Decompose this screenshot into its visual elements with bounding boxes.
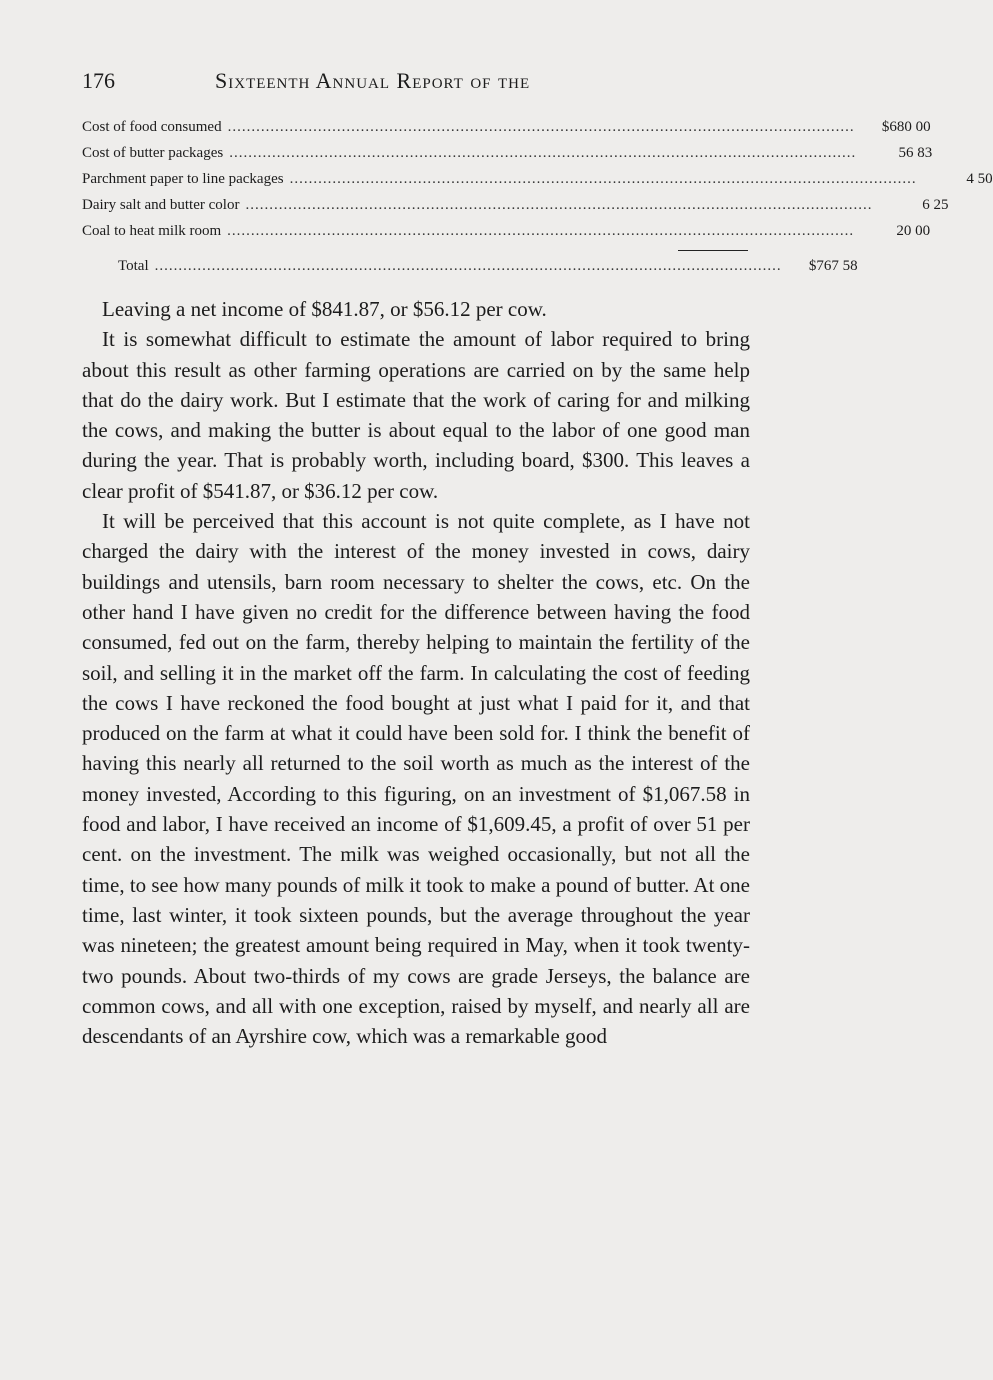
expense-amount: $680 00 (881, 119, 931, 135)
expense-label: Cost of butter packages (82, 145, 224, 161)
total-amount: $767 58 (808, 258, 858, 274)
dot-leader: .................................................................................................................................... (289, 171, 917, 187)
body-text (82, 294, 750, 1051)
page-number: 176 (82, 68, 115, 93)
total-label: Total (118, 258, 149, 274)
dot-leader: .................................................................................................................................... (229, 145, 857, 161)
paragraph: Leaving a net income of $841.87, or $56.12 per cow. (102, 297, 547, 321)
expense-label: Parchment paper to line packages (82, 171, 284, 187)
expense-amount: 56 83 (898, 145, 933, 161)
expense-label: Dairy salt and butter color (82, 197, 240, 213)
page-header (82, 68, 752, 102)
expense-row (82, 119, 931, 145)
dot-leader: .................................................................................................................................... (154, 258, 782, 274)
expense-label: Cost of food consumed (82, 119, 222, 135)
paragraph: It will be perceived that this account is not quite complete, as I have not charged the dairy with the interest of the money invested in cows, dairy buildings and utensils, barn room necessary to shelter the cows, etc. On the other hand I have given no credit for the difference between having the food consumed, fed out on the farm, thereby helping to maintain the fertility of the soil, and selling it in the market off the farm. In calculating the cost of feeding the cows I have reckoned the food bought at just what I paid for it, and that produced on the farm at what it could have been sold for. I think the benefit of having this nearly all returned to the soil worth as much as the interest of the money invested, According to this figuring, on an investment of $1,067.58 in food and labor, I have received an income of $1,609.45, a profit of over 51 per cent. on the investment. The milk was weighed occasionally, but not all the time, to see how many pounds of milk it took to make a pound of butter. At one time, last winter, it took sixteen pounds, but the average throughout the year was nineteen; the greatest amount being required in May, when it took twenty-two pounds. About two-thirds of my cows are grade Jerseys, the balance are common cows, and all with one exception, raised by myself, and nearly all are descendants of an Ayrshire cow, which was a remarkable good (82, 509, 750, 1049)
dot-leader: .................................................................................................................................... (227, 223, 855, 239)
total-row (118, 258, 858, 284)
dot-leader: .................................................................................................................................... (245, 197, 873, 213)
dot-leader: .................................................................................................................................... (227, 119, 855, 135)
expense-row (82, 197, 949, 223)
expense-label: Coal to heat milk room (82, 223, 222, 239)
expense-row (82, 223, 931, 249)
expense-amount: 6 25 (922, 197, 949, 213)
expense-amount: 20 00 (896, 223, 931, 239)
expense-table (82, 119, 993, 249)
expense-row (82, 171, 993, 197)
expense-row (82, 145, 933, 171)
running-title: Sixteenth Annual Report of the (215, 68, 531, 93)
expense-amount: 4 50 (966, 171, 993, 187)
paragraph: It is somewhat difficult to estimate the amount of labor required to bring about this result as other farming operations are carried on by the same help that do the dairy work. But I estimate that the work of caring for and milking the cows, and making the butter is about equal to the labor of one good man during the year. That is probably worth, including board, $300. This leaves a clear profit of $541.87, or $36.12 per cow. (82, 327, 750, 503)
